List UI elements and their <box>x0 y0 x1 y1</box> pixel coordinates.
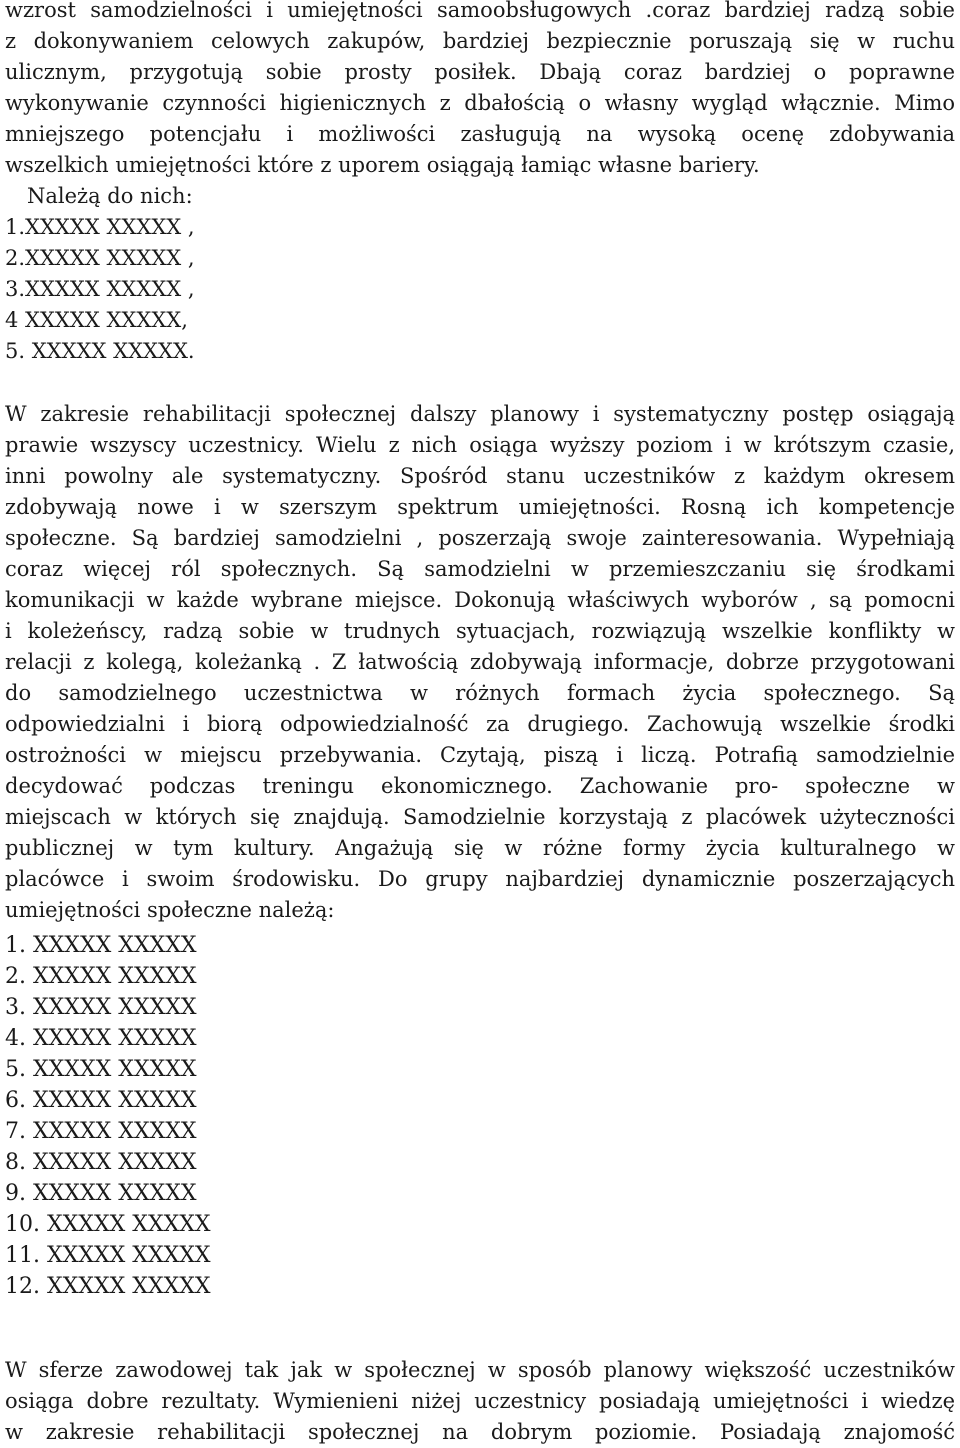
list-item: 4 XXXXX XXXXX, <box>5 308 188 332</box>
text-line: publicznej w tym kultury. Angażują się w różne formy życia kulturalnego w <box>5 836 955 860</box>
text-line: i koleżeńscy, radzą sobie w trudnych sytuacjach, rozwiązują wszelkie konflikty w <box>5 619 955 643</box>
text-line: W zakresie rehabilitacji społecznej dalszy planowy i systematyczny postęp osiągają <box>5 402 955 426</box>
list-item: 1.XXXXX XXXXX , <box>5 215 195 239</box>
list-heading: Należą do nich: <box>27 184 193 208</box>
paragraph-1 <box>5 0 955 181</box>
text-line: miejscach w których się znajdują. Samodzielnie korzystają z placówek użyteczności <box>5 805 955 829</box>
list-item: 5. XXXXX XXXXX. <box>5 339 195 363</box>
paragraph-2 <box>5 399 955 926</box>
text-line: placówce i swoim środowisku. Do grupy najbardziej dynamicznie poszerzających <box>5 867 955 891</box>
list-item: 2. XXXXX XXXXX <box>5 964 197 989</box>
text-line: komunikacji w każde wybrane miejsce. Dokonują właściwych wyborów , są pomocni <box>5 588 955 612</box>
list-1 <box>5 181 955 367</box>
list-item: 11. XXXXX XXXXX <box>5 1243 211 1268</box>
list-item: 5. XXXXX XXXXX <box>5 1057 197 1082</box>
list-item: 8. XXXXX XXXXX <box>5 1150 197 1175</box>
text-line: ulicznym, przygotują sobie prosty posiłek. Dbają coraz bardziej o poprawne <box>5 60 955 84</box>
text-line: wszelkich umiejętności które z uporem osiągają łamiąc własne bariery. <box>5 153 760 177</box>
text-line: osiąga dobre rezultaty. Wymienieni niżej uczestnicy posiadają umiejętności i wiedzę <box>5 1389 955 1413</box>
text-line: do samodzielnego uczestnictwa w różnych formach życia społecznego. Są <box>5 681 955 705</box>
list-item: 12. XXXXX XXXXX <box>5 1274 211 1299</box>
text-line: zdobywają nowe i w szerszym spektrum umiejętności. Rosną ich kompetencje <box>5 495 955 519</box>
list-item: 6. XXXXX XXXXX <box>5 1088 197 1113</box>
list-item: 10. XXXXX XXXXX <box>5 1212 211 1237</box>
list-item: 3. XXXXX XXXXX <box>5 995 197 1020</box>
text-line: z dokonywaniem celowych zakupów, bardziej bezpiecznie poruszają się w ruchu <box>5 29 955 53</box>
list-item: 1. XXXXX XXXXX <box>5 933 197 958</box>
text-line: umiejętności społeczne należą: <box>5 898 335 922</box>
list-item: 9. XXXXX XXXXX <box>5 1181 197 1206</box>
text-line: relacji z kolegą, koleżanką . Z łatwością zdobywają informacje, dobrze przygotowani <box>5 650 955 674</box>
text-line: wzrost samodzielności i umiejętności samoobsługowych .coraz bardziej radzą sobie <box>5 0 955 22</box>
list-item: 2.XXXXX XXXXX , <box>5 246 195 270</box>
text-line: ostrożności w miejscu przebywania. Czytają, piszą i liczą. Potrafią samodzielnie <box>5 743 955 767</box>
text-line: decydować podczas treningu ekonomicznego. Zachowanie pro- społeczne w <box>5 774 955 798</box>
text-line: wykonywanie czynności higienicznych z dbałością o własny wygląd włącznie. Mimo <box>5 91 955 115</box>
text-line: W sferze zawodowej tak jak w społecznej w sposób planowy większość uczestników <box>5 1358 955 1382</box>
text-line: odpowiedzialni i biorą odpowiedzialność za drugiego. Zachowują wszelkie środki <box>5 712 955 736</box>
text-line: społeczne. Są bardziej samodzielni , poszerzają swoje zainteresowania. Wypełniają <box>5 526 955 550</box>
text-line: mniejszego potencjału i możliwości zasługują na wysoką ocenę zdobywania <box>5 122 955 146</box>
text-line: inni powolny ale systematyczny. Spośród stanu uczestników z każdym okresem <box>5 464 955 488</box>
text-line: coraz więcej ról społecznych. Są samodzielni w przemieszczaniu się środkami <box>5 557 955 581</box>
list-item: 3.XXXXX XXXXX , <box>5 277 195 301</box>
text-line: w zakresie rehabilitacji społecznej na dobrym poziomie. Posiadają znajomość <box>5 1420 955 1444</box>
list-item: 7. XXXXX XXXXX <box>5 1119 197 1144</box>
list-item: 4. XXXXX XXXXX <box>5 1026 197 1051</box>
list-2 <box>5 930 955 1302</box>
text-line: prawie wszyscy uczestnicy. Wielu z nich osiąga wyższy poziom i w krótszym czasie, <box>5 433 955 457</box>
paragraph-3 <box>5 1355 955 1448</box>
